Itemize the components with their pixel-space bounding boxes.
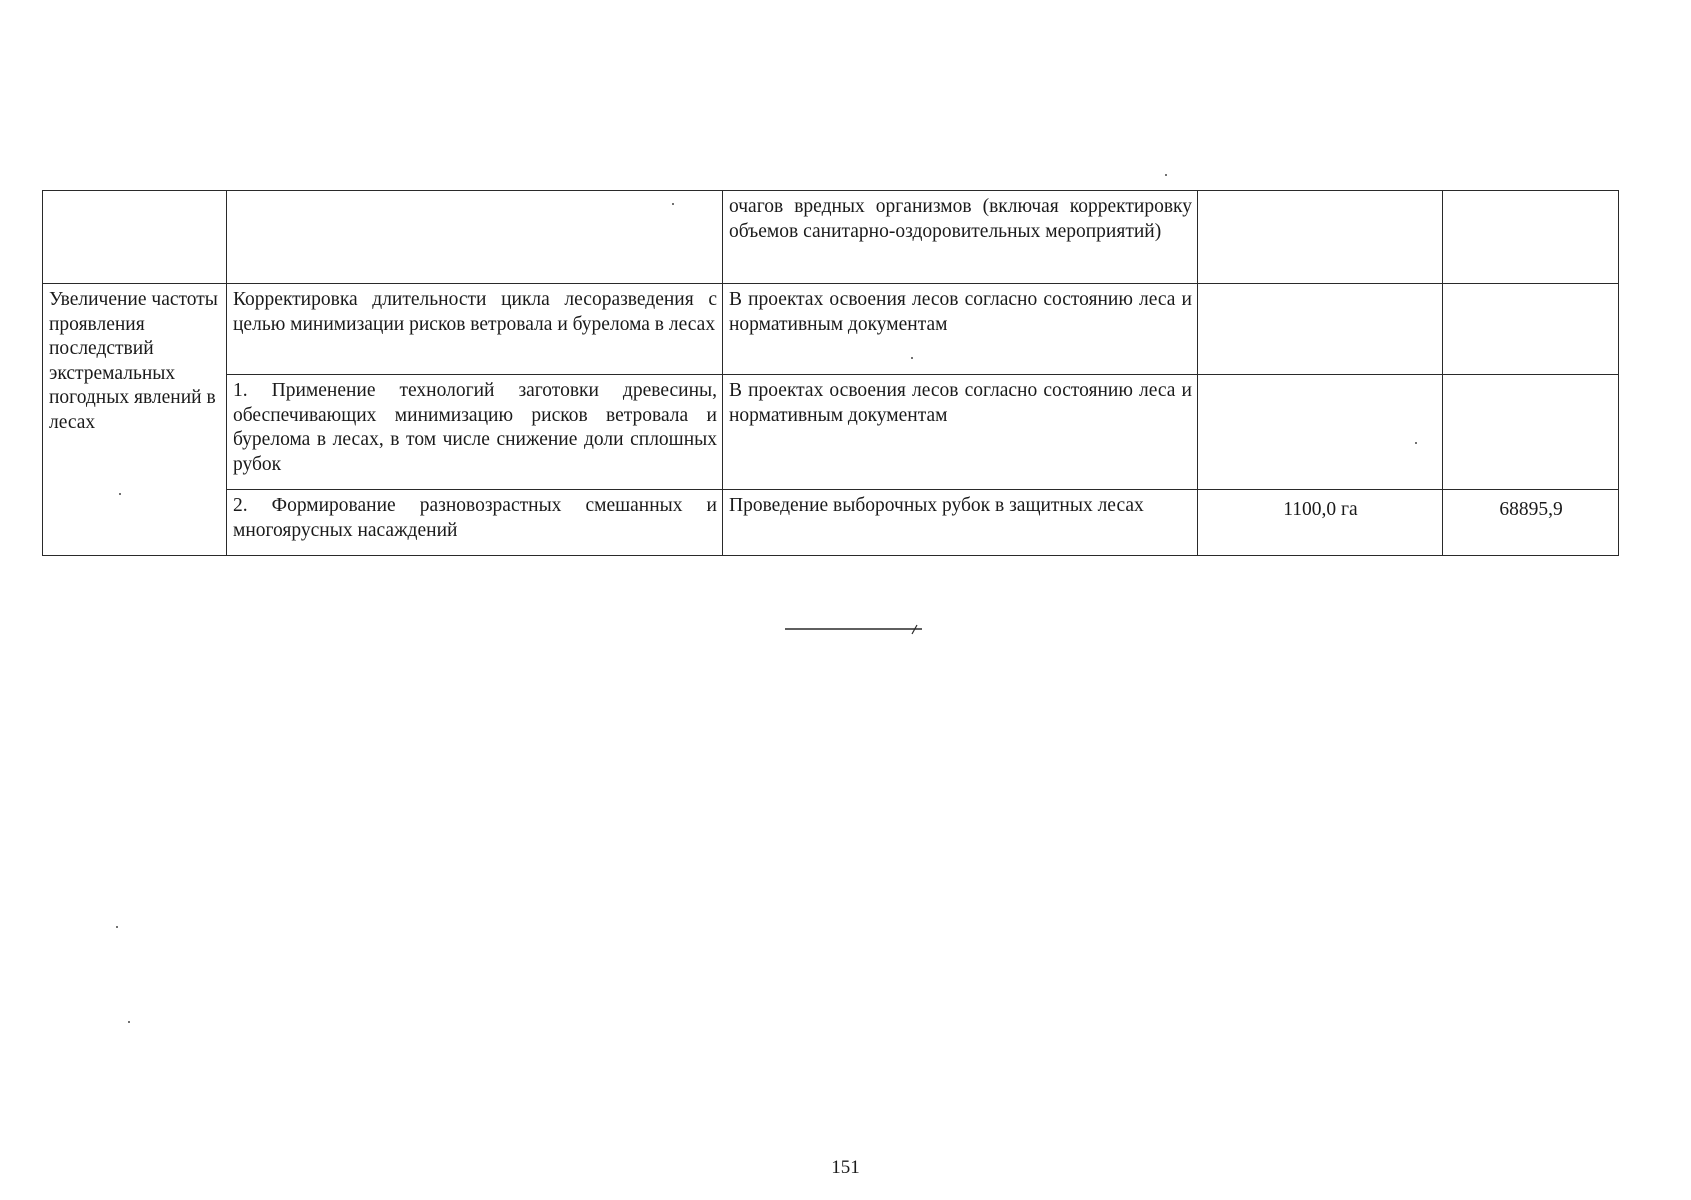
volume-cell — [1198, 191, 1443, 284]
measure-cell: 2. Формирование разновозрастных смешанных и многоярусных насаждений — [227, 490, 723, 556]
volume-cell — [1198, 284, 1443, 375]
scan-speck — [128, 1021, 130, 1023]
cost-cell: 68895,9 — [1443, 490, 1619, 556]
scan-speck — [1415, 442, 1417, 444]
measure-cell — [227, 191, 723, 284]
risk-cell — [43, 191, 227, 284]
implementation-cell: Проведение выборочных рубок в защитных лесах — [723, 490, 1198, 556]
volume-cell — [1198, 375, 1443, 490]
implementation-cell: очагов вредных организмов (включая корректировку объемов санитарно-оздоровительных мероприятий) — [723, 191, 1198, 284]
scan-speck — [911, 357, 913, 359]
implementation-cell: В проектах освоения лесов согласно состоянию леса и нормативным документам — [723, 375, 1198, 490]
table-row — [43, 191, 1619, 284]
scan-speck — [116, 926, 118, 928]
measure-cell: 1. Применение технологий заготовки древесины, обеспечивающих минимизацию рисков ветровала и бурелома в лесах, в том числе снижение доли сплошных рубок — [227, 375, 723, 490]
table-row — [43, 375, 1619, 490]
cost-cell — [1443, 284, 1619, 375]
volume-cell: 1100,0 га — [1198, 490, 1443, 556]
table-row — [43, 490, 1619, 556]
measures-table — [42, 190, 1619, 556]
end-of-section-line — [785, 620, 925, 638]
table-row — [43, 284, 1619, 375]
risk-cell: Увеличение частоты проявления последствий экстремальных погодных явлений в лесах — [43, 284, 227, 556]
implementation-cell: В проектах освоения лесов согласно состоянию леса и нормативным документам — [723, 284, 1198, 375]
scan-speck — [672, 203, 674, 205]
cost-cell — [1443, 375, 1619, 490]
cost-cell — [1443, 191, 1619, 284]
scan-speck — [119, 493, 121, 495]
scan-speck — [1165, 174, 1167, 176]
page-number: 151 — [831, 1157, 860, 1178]
measure-cell: Корректировка длительности цикла лесоразведения с целью минимизации рисков ветровала и бурелома в лесах — [227, 284, 723, 375]
